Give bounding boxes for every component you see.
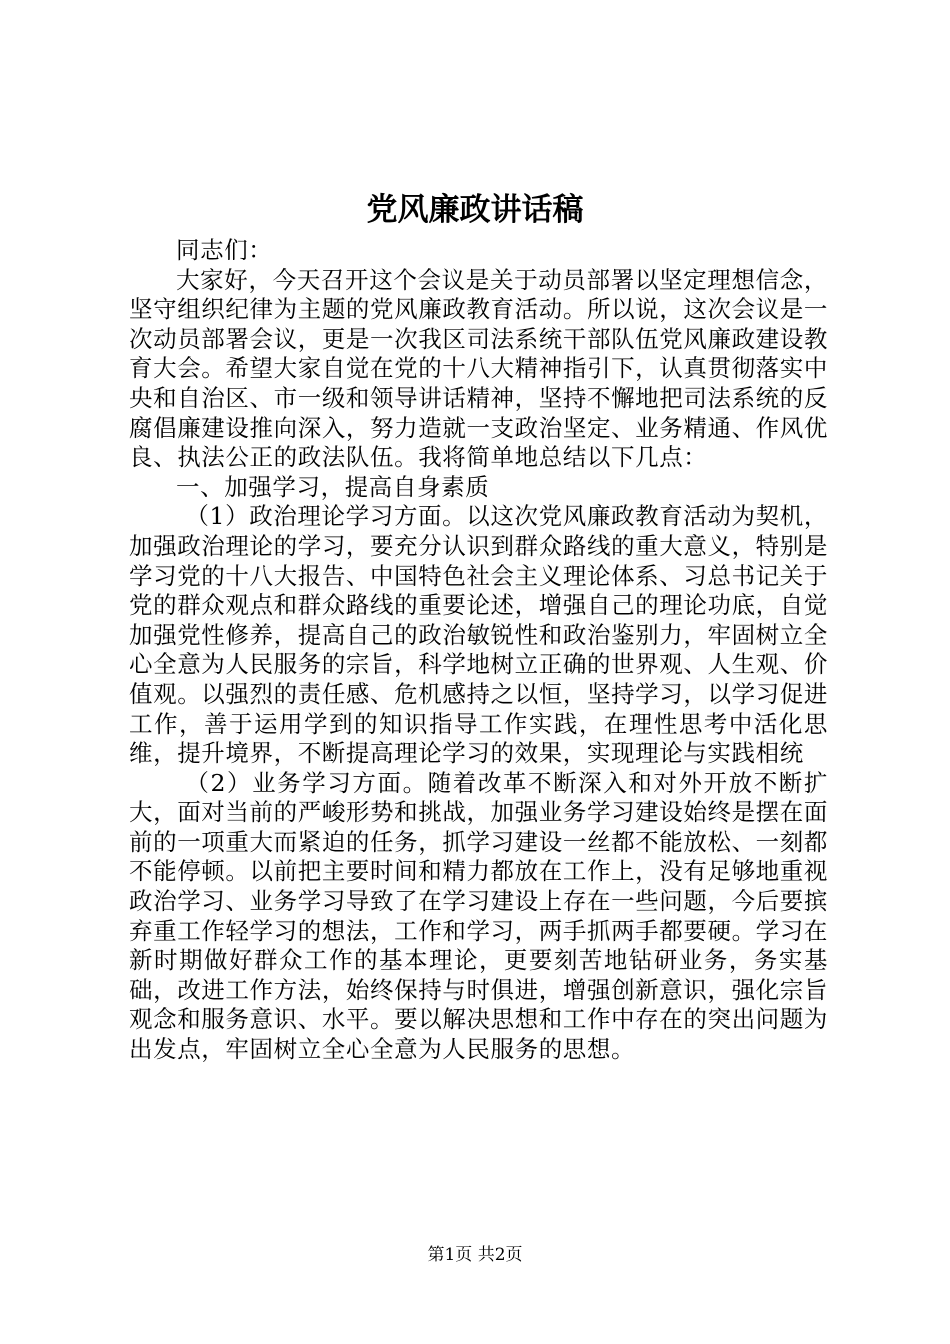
- section-heading: 一、加强学习，提高自身素质: [176, 472, 490, 501]
- political-study-paragraph: （1）政治理论学习方面。以这次党风廉政教育活动为契机，加强政治理论的学习，要充分认识到群众路线的重大意义，特别是学习党的十八大报告、中国特色社会主义理论体系、习总书记关于党的群众观点和群众路线的重要论述，增强自己的理论功底，自觉加强党性修养，提高自己的政治敏锐性和政治鉴别力，牢固树立全心全意为人民服务的宗旨，科学地树立正确的世界观、人生观、价值观。以强烈的责任感、危机感持之以恒，坚持学习，以学习促进工作，善于运用学到的知识指导工作实践，在理性思考中活化思维，提升境界，不断提高理论学习的效果，实现理论与实践相统: [129, 502, 828, 768]
- page-footer: 第1页 共2页: [427, 1245, 523, 1265]
- document-title: 党风廉政讲话稿: [366, 192, 584, 228]
- document-body: [129, 236, 828, 1065]
- salutation: 同志们：: [176, 236, 273, 264]
- business-study-paragraph: （2）业务学习方面。随着改革不断深入和对外开放不断扩大，面对当前的严峻形势和挑战，加强业务学习建设始终是摆在面前的一项重大而紧迫的任务，抓学习建设一丝都不能放松、一刻都不能停顿。以前把主要时间和精力都放在工作上，没有足够地重视政治学习、业务学习导致了在学习建设上存在一些问题，今后要摈弃重工作轻学习的想法，工作和学习，两手抓两手都要硬。学习在新时期做好群众工作的基本理论，更要刻苦地钻研业务，务实基础，改进工作方法，始终保持与时俱进，增强创新意识，强化宗旨观念和服务意识、水平。要以解决思想和工作中存在的突出问题为出发点，牢固树立全心全意为人民服务的思想。: [129, 768, 828, 1064]
- intro-paragraph: 大家好，今天召开这个会议是关于动员部署以坚定理想信念，坚守组织纪律为主题的党风廉政教育活动。所以说，这次会议是一次动员部署会议，更是一次我区司法系统干部队伍党风廉政建设教育大会。希望大家自觉在党的十八大精神指引下，认真贯彻落实中央和自治区、市一级和领导讲话精神，坚持不懈地把司法系统的反腐倡廉建设推向深入，努力造就一支政治坚定、业务精通、作风优良、执法公正的政法队伍。我将简单地总结以下几点：: [129, 265, 828, 472]
